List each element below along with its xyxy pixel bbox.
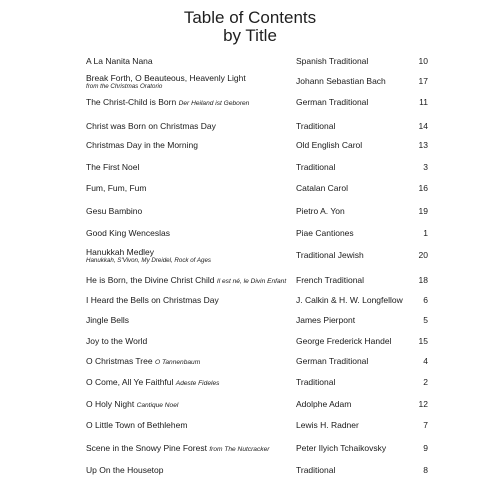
song-title-text: O Come, All Ye Faithful	[86, 377, 174, 387]
page-number: 20	[418, 250, 428, 260]
page-number: 4	[423, 356, 428, 366]
page-number: 1	[423, 228, 428, 238]
composer: Pietro A. Yon	[296, 206, 345, 216]
toc-entry	[0, 206, 500, 230]
toc-entry	[0, 465, 500, 489]
song-title-text: Joy to the World	[86, 336, 148, 346]
song-title-text: The Christ-Child is Born	[86, 97, 177, 107]
song-title-text: O Holy Night	[86, 399, 135, 409]
song-title-text: Break Forth, O Beauteous, Heavenly Light	[86, 73, 246, 83]
page-number: 5	[423, 315, 428, 325]
page-number: 13	[418, 140, 428, 150]
song-title-text: The First Noel	[86, 162, 140, 172]
song-title	[86, 183, 291, 193]
composer: Adolphe Adam	[296, 399, 352, 409]
song-title-text: Christmas Day in the Morning	[86, 140, 198, 150]
composer: Traditional	[296, 121, 336, 131]
song-title-text: Scene in the Snowy Pine Forest	[86, 443, 207, 453]
song-title-text: O Christmas Tree	[86, 356, 153, 366]
song-title	[86, 295, 291, 305]
song-subtitle: Adeste Fideles	[175, 380, 220, 387]
song-title-text: Christ was Born on Christmas Day	[86, 121, 216, 131]
page-number: 14	[418, 121, 428, 131]
composer: J. Calkin & H. W. Longfellow	[296, 295, 403, 305]
page-number: 3	[423, 162, 428, 172]
document-subtitle: by Title	[223, 26, 277, 45]
song-subtitle: Hanukkah, S'Vivon, My Dreidel, Rock of Ages	[86, 257, 211, 264]
composer: Piae Cantiones	[296, 228, 354, 238]
song-title-text: A La Nanita Nana	[86, 56, 153, 66]
composer: James Pierpont	[296, 315, 356, 325]
document-title: Table of Contents	[183, 8, 317, 27]
song-title	[86, 356, 291, 368]
composer: Traditional	[296, 162, 336, 172]
song-title	[86, 56, 291, 66]
song-title-text: Up On the Housetop	[86, 465, 164, 475]
song-title	[86, 247, 291, 264]
song-subtitle: from the Christmas Oratorio	[86, 83, 163, 90]
song-title	[86, 228, 291, 238]
song-title-text: Fum, Fum, Fum	[86, 183, 147, 193]
page-number: 18	[418, 275, 428, 285]
song-title	[86, 97, 291, 109]
page-number: 9	[423, 443, 428, 453]
song-title	[86, 420, 291, 430]
composer: Johann Sebastian Bach	[296, 76, 386, 86]
song-subtitle: O Tannenbaum	[154, 359, 201, 366]
song-subtitle: Il est né, le Divin Enfant	[216, 278, 287, 285]
song-title	[86, 162, 291, 172]
song-title	[86, 73, 291, 90]
song-subtitle: from The Nutcracker	[209, 446, 270, 453]
song-title	[86, 315, 291, 325]
song-title-text: Jingle Bells	[86, 315, 129, 325]
composer: Traditional	[296, 377, 336, 387]
song-title	[86, 377, 291, 389]
composer: George Frederick Handel	[296, 336, 392, 346]
page-number: 17	[418, 76, 428, 86]
song-title	[86, 140, 291, 150]
composer: Lewis H. Radner	[296, 420, 359, 430]
composer: Spanish Traditional	[296, 56, 369, 66]
toc-entry	[0, 443, 500, 467]
page-number: 12	[418, 399, 428, 409]
composer: Catalan Carol	[296, 183, 348, 193]
song-title-text: Good King Wenceslas	[86, 228, 170, 238]
page-number: 16	[418, 183, 428, 193]
composer: German Traditional	[296, 356, 369, 366]
page-number: 15	[418, 336, 428, 346]
song-title-text: I Heard the Bells on Christmas Day	[86, 295, 219, 305]
composer: Traditional	[296, 465, 336, 475]
page-number: 2	[423, 377, 428, 387]
song-subtitle: Cantique Noel	[136, 402, 179, 409]
page-number: 11	[419, 97, 428, 107]
page-number: 8	[423, 465, 428, 475]
song-title	[86, 399, 291, 411]
song-title	[86, 443, 291, 455]
toc-entry	[0, 97, 500, 121]
toc-entry	[0, 73, 500, 97]
song-title-text: O Little Town of Bethlehem	[86, 420, 188, 430]
song-title	[86, 275, 291, 287]
toc-entry	[0, 140, 500, 164]
toc-entry	[0, 183, 500, 207]
song-title-text: He is Born, the Divine Christ Child	[86, 275, 215, 285]
song-title	[86, 465, 291, 475]
composer: German Traditional	[296, 97, 369, 107]
composer: French Traditional	[296, 275, 365, 285]
page-number: 6	[423, 295, 428, 305]
song-title	[86, 121, 291, 131]
toc-entry	[0, 420, 500, 444]
composer: Peter Ilyich Tchaikovsky	[296, 443, 387, 453]
song-title	[86, 206, 291, 216]
song-title-text: Gesu Bambino	[86, 206, 143, 216]
page-number: 19	[418, 206, 428, 216]
song-title-text: Hanukkah Medley	[86, 247, 155, 257]
page-number: 10	[418, 56, 428, 66]
toc-entry	[0, 377, 500, 401]
page-number: 7	[423, 420, 428, 430]
composer: Traditional Jewish	[296, 250, 364, 260]
song-subtitle: Der Heiland ist Geboren	[178, 100, 250, 107]
toc-entry	[0, 247, 500, 271]
composer: Old English Carol	[296, 140, 363, 150]
song-title	[86, 336, 291, 346]
